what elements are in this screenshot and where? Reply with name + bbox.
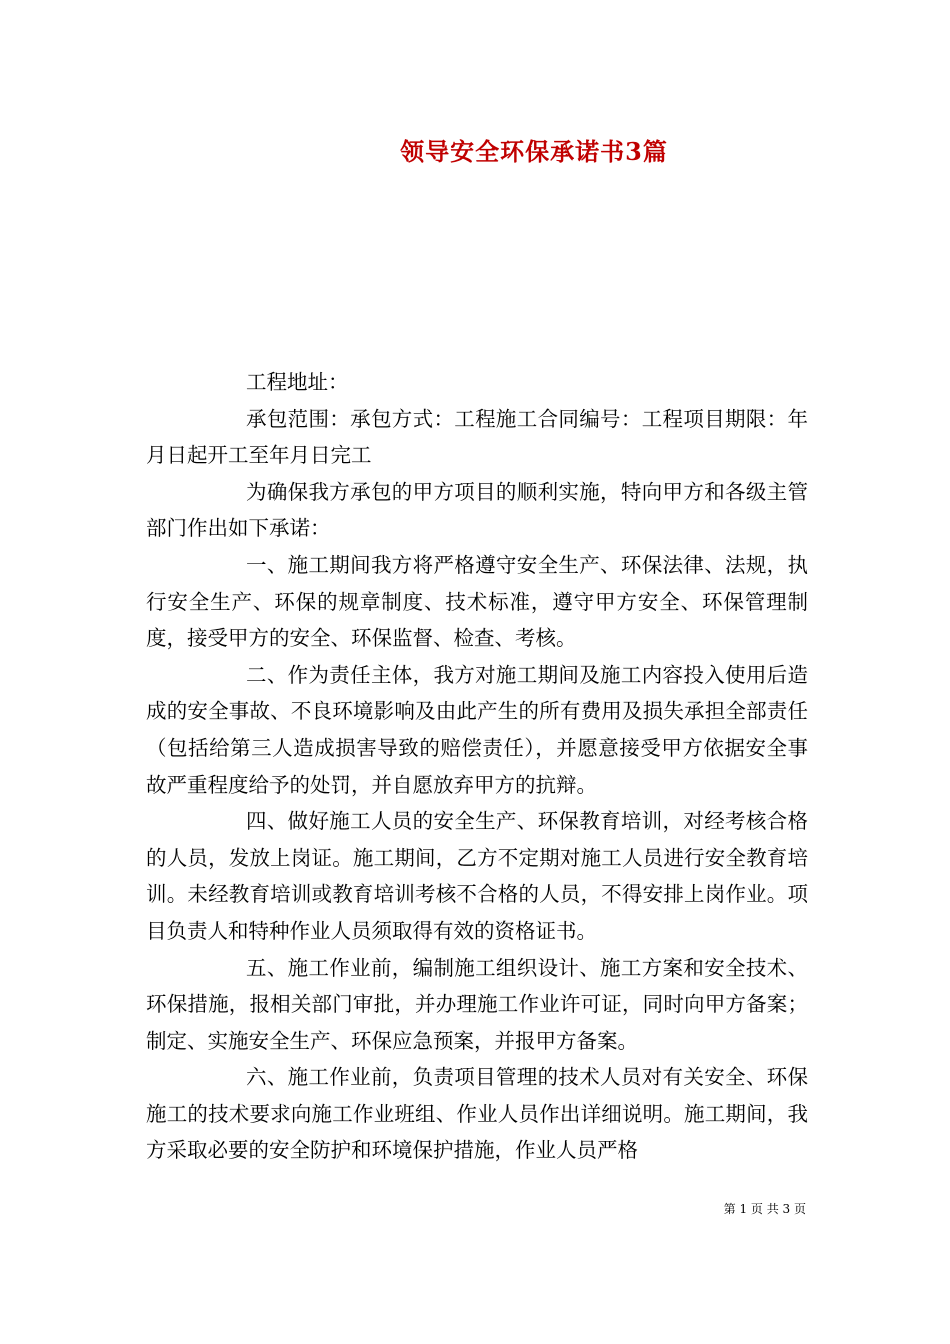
document-body <box>146 364 808 1169</box>
document-title: 领导安全环保承诺书3篇 <box>400 137 668 166</box>
paragraph-item-2: 二、作为责任主体，我方对施工期间及施工内容投入使用后造成的安全事故、不良环境影响及由此产生的所有费用及损失承担全部责任（包括给第三人造成损害导致的赔偿责任），并愿意接受甲方依据安全事故严重程度给予的处罚，并自愿放弃甲方的抗辩。 <box>146 662 808 797</box>
page-number: 第 1 页 共 3 页 <box>723 1202 806 1216</box>
paragraph-item-5: 五、施工作业前，编制施工组织设计、施工方案和安全技术、环保措施，报相关部门审批，并办理施工作业许可证，同时向甲方备案；制定、实施安全生产、环保应急预案，并报甲方备案。 <box>146 955 808 1053</box>
paragraph-intro: 为确保我方承包的甲方项目的顺利实施，特向甲方和各级主管部门作出如下承诺： <box>146 479 808 541</box>
paragraph-address: 工程地址： <box>246 370 349 394</box>
paragraph-scope: 承包范围：承包方式：工程施工合同编号：工程项目期限：年月日起开工至年月日完工 <box>146 406 808 468</box>
paragraph-item-1: 一、施工期间我方将严格遵守安全生产、环保法律、法规，执行安全生产、环保的规章制度、技术标准，遵守甲方安全、环保管理制度，接受甲方的安全、环保监督、检查、考核。 <box>146 552 808 651</box>
paragraph-item-6: 六、施工作业前，负责项目管理的技术人员对有关安全、环保施工的技术要求向施工作业班组、作业人员作出详细说明。施工期间，我方采取必要的安全防护和环境保护措施，作业人员严格 <box>146 1065 808 1163</box>
paragraph-item-4: 四、做好施工人员的安全生产、环保教育培训，对经考核合格的人员，发放上岗证。施工期间，乙方不定期对施工人员进行安全教育培训。未经教育培训或教育培训考核不合格的人员，不得安排上岗作业。项目负责人和特种作业人员须取得有效的资格证书。 <box>146 809 808 943</box>
